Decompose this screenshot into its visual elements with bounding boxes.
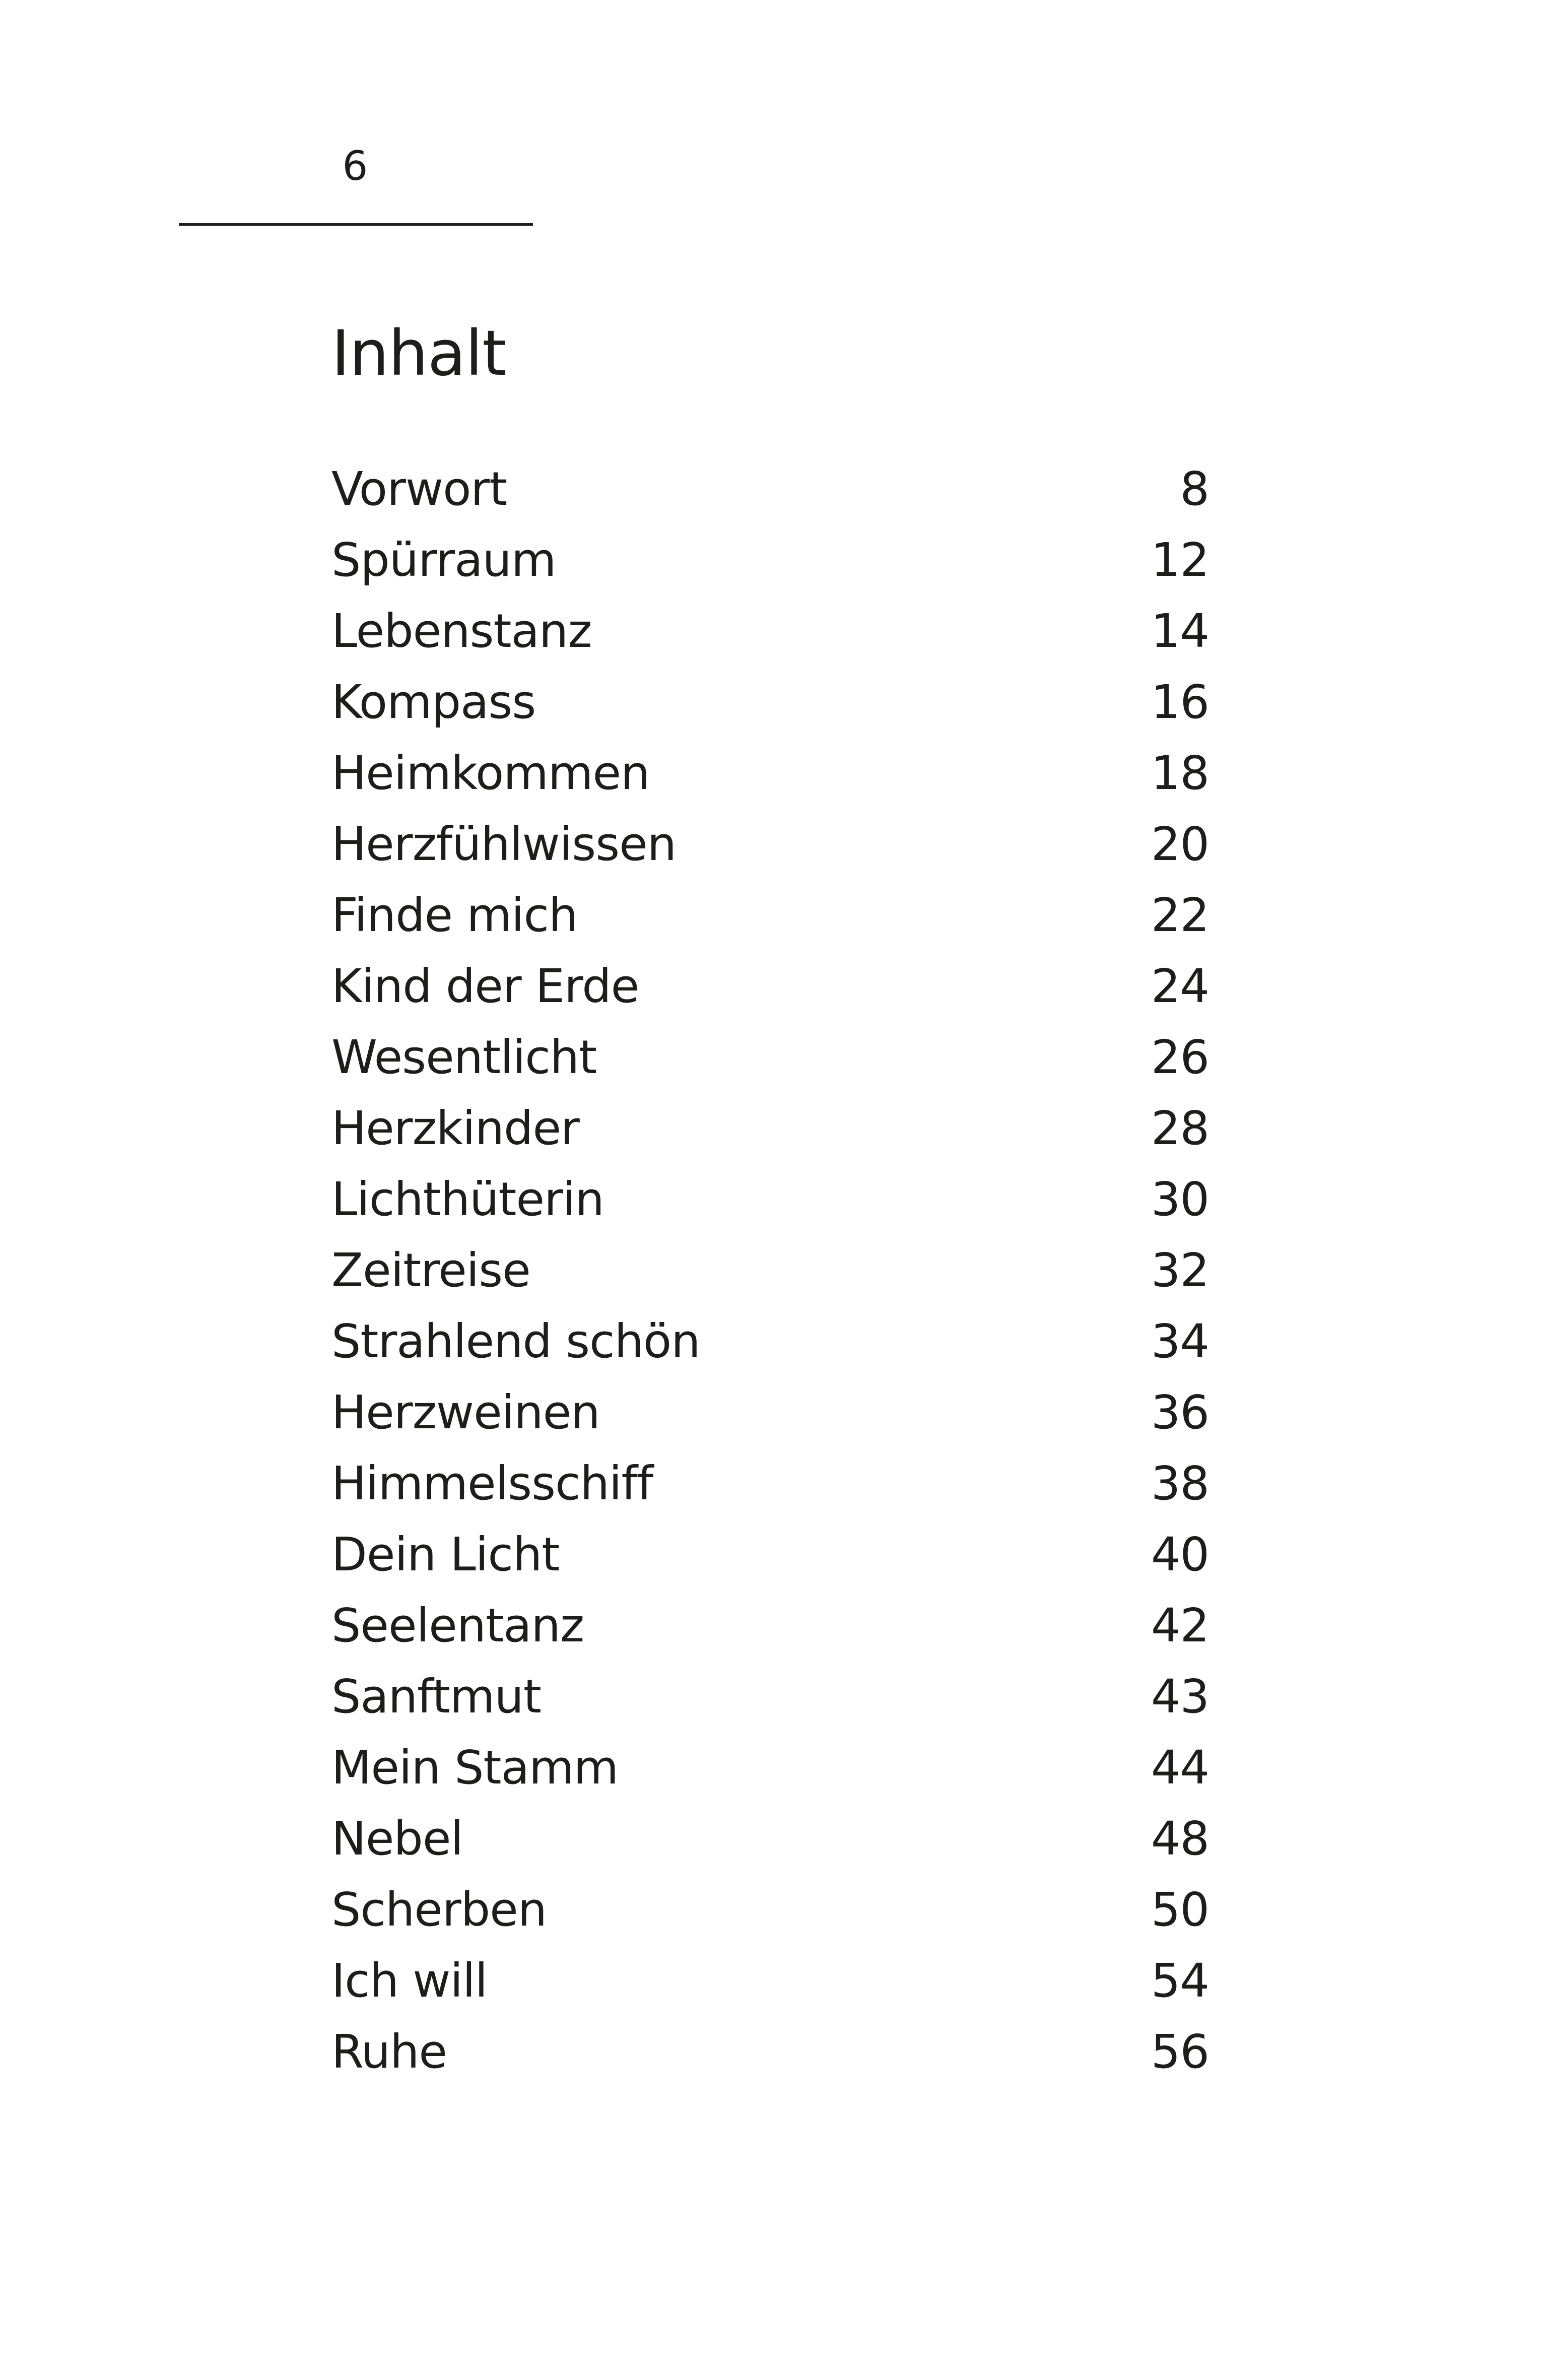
toc-entry-title: Himmelsschiff bbox=[331, 1456, 653, 1510]
toc-title: Inhalt bbox=[331, 317, 506, 390]
toc-entry-page: 26 bbox=[1151, 1030, 1209, 1084]
toc-entry bbox=[331, 951, 1209, 1022]
toc-entry-title: Vorwort bbox=[331, 461, 507, 516]
toc-entry bbox=[331, 1519, 1209, 1590]
toc-entry bbox=[331, 1590, 1209, 1661]
toc-entry-title: Dein Licht bbox=[331, 1527, 560, 1581]
toc-entry-page: 36 bbox=[1151, 1385, 1209, 1439]
toc-entry-title: Finde mich bbox=[331, 888, 578, 942]
toc-entry-page: 38 bbox=[1151, 1456, 1209, 1510]
toc-entry-title: Spürraum bbox=[331, 533, 556, 587]
toc-entry bbox=[331, 809, 1209, 880]
toc-entry-page: 8 bbox=[1180, 461, 1209, 516]
toc-entry-title: Kind der Erde bbox=[331, 959, 639, 1013]
toc-entry-title: Lebenstanz bbox=[331, 604, 592, 658]
toc-entry bbox=[331, 596, 1209, 667]
toc-entry-page: 32 bbox=[1151, 1243, 1209, 1297]
toc-entry-page: 34 bbox=[1151, 1314, 1209, 1368]
toc-entry-title: Mein Stamm bbox=[331, 1740, 619, 1795]
toc-entry-title: Lichthüterin bbox=[331, 1172, 604, 1226]
toc-entry-title: Herzweinen bbox=[331, 1385, 600, 1439]
toc-entry bbox=[331, 2016, 1209, 2087]
toc-entry-title: Strahlend schön bbox=[331, 1314, 700, 1368]
toc-entry-title: Seelentanz bbox=[331, 1598, 584, 1652]
toc-entry-title: Kompass bbox=[331, 675, 536, 729]
toc-entry bbox=[331, 738, 1209, 809]
toc-entry bbox=[331, 524, 1209, 596]
toc-entry-page: 43 bbox=[1151, 1669, 1209, 1724]
toc-entry-page: 30 bbox=[1151, 1172, 1209, 1226]
toc-entry-title: Wesentlicht bbox=[331, 1030, 597, 1084]
toc-entry-title: Herzfühlwissen bbox=[331, 817, 677, 871]
toc-entry bbox=[331, 1377, 1209, 1448]
toc-entry bbox=[331, 453, 1209, 524]
toc-entry-page: 24 bbox=[1151, 959, 1209, 1013]
toc-entry bbox=[331, 1732, 1209, 1803]
toc-entry-page: 14 bbox=[1151, 604, 1209, 658]
toc-entry-page: 56 bbox=[1151, 2024, 1209, 2079]
toc-entry bbox=[331, 1448, 1209, 1519]
toc-entry-title: Scherben bbox=[331, 1882, 547, 1937]
toc-entry bbox=[331, 1022, 1209, 1093]
toc-entry-title: Heimkommen bbox=[331, 746, 650, 800]
page-number: 6 bbox=[342, 143, 368, 189]
toc-entry-page: 42 bbox=[1151, 1598, 1209, 1652]
toc-entry-page: 28 bbox=[1151, 1101, 1209, 1155]
toc-entry-title: Sanftmut bbox=[331, 1669, 541, 1724]
toc-entry-page: 40 bbox=[1151, 1527, 1209, 1581]
toc-entry-page: 16 bbox=[1151, 675, 1209, 729]
toc-entry bbox=[331, 1803, 1209, 1874]
toc-entry-page: 48 bbox=[1151, 1811, 1209, 1866]
toc-entry-page: 50 bbox=[1151, 1882, 1209, 1937]
toc-entry bbox=[331, 1164, 1209, 1235]
toc-entry bbox=[331, 1093, 1209, 1164]
toc-entry-page: 22 bbox=[1151, 888, 1209, 942]
toc-entry-page: 12 bbox=[1151, 533, 1209, 587]
toc-entry-title: Nebel bbox=[331, 1811, 463, 1866]
toc-entry-title: Ich will bbox=[331, 1953, 488, 2008]
toc-entry-page: 18 bbox=[1151, 746, 1209, 800]
toc-entry bbox=[331, 667, 1209, 738]
toc-entry bbox=[331, 1661, 1209, 1732]
toc-entry bbox=[331, 1945, 1209, 2016]
toc-entry-page: 44 bbox=[1151, 1740, 1209, 1795]
toc-entry bbox=[331, 1235, 1209, 1306]
toc-entry-title: Ruhe bbox=[331, 2024, 447, 2079]
toc-entry bbox=[331, 1306, 1209, 1377]
toc-entry bbox=[331, 1874, 1209, 1945]
header-rule bbox=[179, 223, 533, 226]
toc-entry bbox=[331, 880, 1209, 951]
toc-entry-title: Herzkinder bbox=[331, 1101, 579, 1155]
toc-entry-page: 20 bbox=[1151, 817, 1209, 871]
toc-entry-page: 54 bbox=[1151, 1953, 1209, 2008]
toc-list bbox=[331, 453, 1209, 2087]
toc-entry-title: Zeitreise bbox=[331, 1243, 530, 1297]
